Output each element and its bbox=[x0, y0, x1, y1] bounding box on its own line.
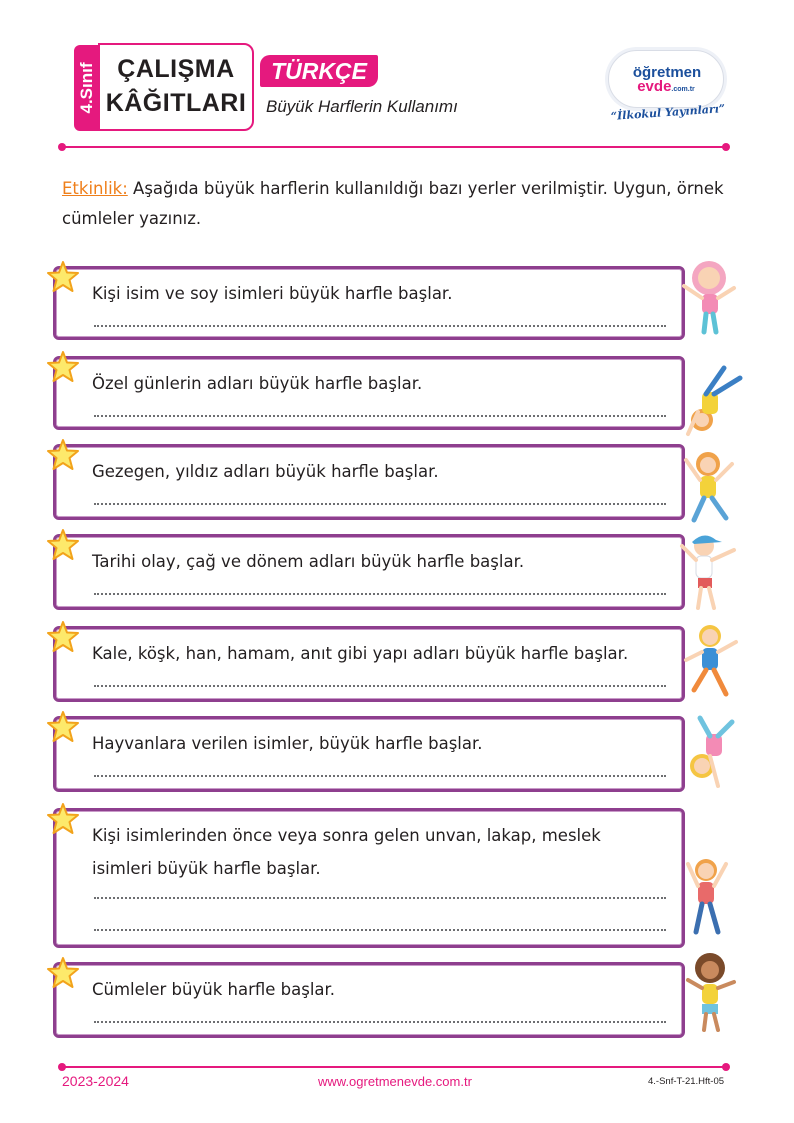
girl-curly-illustration-icon bbox=[680, 950, 746, 1032]
girl-jumping-illustration-icon bbox=[678, 446, 744, 528]
answer-line[interactable] bbox=[94, 593, 666, 595]
footer-divider bbox=[62, 1066, 726, 1068]
star-icon bbox=[46, 956, 80, 990]
activity-label: Etkinlik: bbox=[62, 179, 128, 198]
rule-text: Hayvanlara verilen isimler, büyük harfle başlar. bbox=[92, 734, 483, 753]
worksheet-header bbox=[0, 0, 794, 150]
publisher-logo bbox=[604, 44, 730, 128]
logo-brand-top: öğretmen bbox=[632, 64, 702, 81]
boy-cap-illustration-icon bbox=[676, 530, 742, 612]
grade-tab bbox=[74, 45, 100, 131]
activity-instruction bbox=[62, 174, 742, 234]
answer-line[interactable] bbox=[94, 503, 666, 505]
topic-title: Büyük Harflerin Kullanımı bbox=[266, 97, 458, 116]
star-icon bbox=[46, 350, 80, 384]
footer-website-link[interactable]: www.ogretmenevde.com.tr bbox=[318, 1074, 472, 1089]
star-icon bbox=[46, 620, 80, 654]
star-icon bbox=[46, 710, 80, 744]
answer-line[interactable] bbox=[94, 415, 666, 417]
answer-line[interactable] bbox=[94, 897, 666, 899]
star-icon bbox=[46, 260, 80, 294]
rule-card-1 bbox=[53, 266, 685, 340]
girl-cartwheel-illustration-icon bbox=[680, 712, 746, 794]
logo-brand-bottom: evde.com.tr bbox=[637, 78, 695, 95]
rule-text: Gezegen, yıldız adları büyük harfle başlar. bbox=[92, 462, 439, 481]
star-icon bbox=[46, 802, 80, 836]
answer-line[interactable] bbox=[94, 929, 666, 931]
girl-handstand-illustration-icon bbox=[678, 358, 744, 440]
answer-line[interactable] bbox=[94, 1021, 666, 1023]
title-line-1: ÇALIŞMA bbox=[117, 55, 235, 83]
boy-cheering-illustration-icon bbox=[676, 854, 742, 936]
rule-card-8 bbox=[53, 962, 685, 1038]
rule-card-6 bbox=[53, 716, 685, 792]
star-icon bbox=[46, 438, 80, 472]
header-divider bbox=[62, 146, 726, 148]
footer-document-code: 4.-Snf-T-21.Hft-05 bbox=[648, 1076, 725, 1087]
rule-card-7 bbox=[53, 808, 685, 948]
rule-text: Kişi isimlerinden önce veya sonra gelen unvan, lakap, meslek isimleri büyük harfle başlar. bbox=[92, 826, 601, 878]
star-icon bbox=[46, 528, 80, 562]
worksheet-title-box bbox=[98, 43, 254, 131]
rule-card-4 bbox=[53, 534, 685, 610]
rule-text: Özel günlerin adları büyük harfle başlar. bbox=[92, 374, 423, 393]
rule-text: Kale, köşk, han, hamam, anıt gibi yapı adları büyük harfle başlar. bbox=[92, 644, 629, 663]
subject-tag: TÜRKÇE bbox=[260, 55, 378, 87]
rule-card-2 bbox=[53, 356, 685, 430]
answer-line[interactable] bbox=[94, 775, 666, 777]
grade-label: 4.Sınıf bbox=[77, 62, 96, 114]
rule-card-5 bbox=[53, 626, 685, 702]
girl-illustration-icon bbox=[676, 256, 742, 338]
answer-line[interactable] bbox=[94, 685, 666, 687]
answer-line[interactable] bbox=[94, 325, 666, 327]
footer-year: 2023-2024 bbox=[62, 1073, 129, 1089]
boy-jumping-illustration-icon bbox=[680, 620, 746, 702]
rule-text: Cümleler büyük harfle başlar. bbox=[92, 980, 336, 999]
rule-card-3 bbox=[53, 444, 685, 520]
activity-text: Aşağıda büyük harflerin kullanıldığı bazı yerler verilmiştir. Uygun, örnek cümleler yazınız. bbox=[62, 179, 724, 228]
rule-text: Kişi isim ve soy isimleri büyük harfle başlar. bbox=[92, 284, 453, 303]
title-line-2: KÂĞITLARI bbox=[105, 89, 247, 117]
logo-publisher: “İlkokul Yayınları” bbox=[610, 102, 726, 123]
rule-text: Tarihi olay, çağ ve dönem adları büyük harfle başlar. bbox=[92, 552, 525, 571]
